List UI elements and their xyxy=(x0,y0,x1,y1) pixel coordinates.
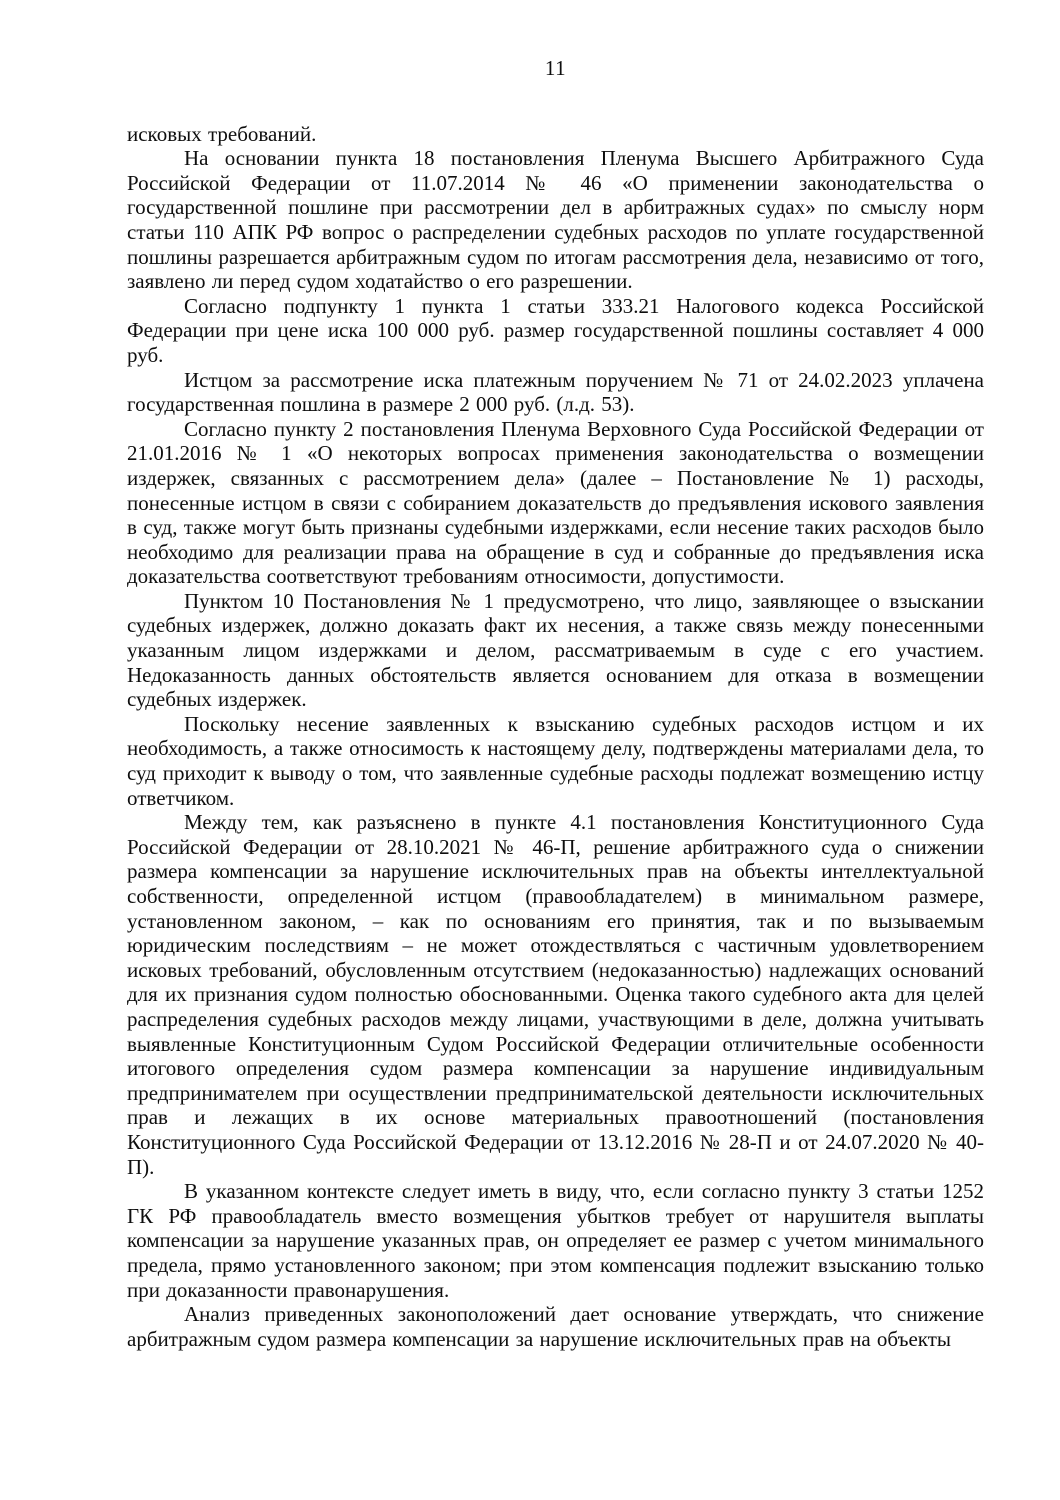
paragraph: В указанном контексте следует иметь в виду, что, если согласно пункту 3 статьи 1252 ГК РФ правообладатель вместо возмещения убытков требует от нарушителя выплаты компенсации за нарушение указанных прав, он определяет ее размер с учетом минимального предела, прямо установленного законом; при этом компенсация подлежит взысканию только при доказанности правонарушения. xyxy=(127,1179,984,1302)
paragraph: Согласно пункту 2 постановления Пленума Верховного Суда Российской Федерации от 21.01.2016 № 1 «О некоторых вопросах применения законодательства о возмещении издержек, связанных с рассмотрением дела» (далее – Постановление № 1) расходы, понесенные истцом в связи с собиранием доказательств до предъявления искового заявления в суд, также могут быть признаны судебными издержками, если несение таких расходов было необходимо для реализации права на обращение в суд и собранные до предъявления иска доказательства соответствуют требованиям относимости, допустимости. xyxy=(127,416,984,589)
page-number: 11 xyxy=(544,56,567,80)
paragraph: Согласно подпункту 1 пункта 1 статьи 333.21 Налогового кодекса Российской Федерации при цене иска 100 000 руб. размер государственной пошлины составляет 4 000 руб. xyxy=(127,293,984,367)
paragraph: На основании пункта 18 постановления Пленума Высшего Арбитражного Суда Российской Федерации от 11.07.2014 № 46 «О применении законодательства о государственной пошлине при рассмотрении дел в арбитражных судах» по смыслу норм статьи 110 АПК РФ вопрос о распределении судебных расходов по уплате государственной пошлины разрешается арбитражным судом по итогам рассмотрения дела, независимо от того, заявлено ли перед судом ходатайство о его разрешении. xyxy=(127,146,984,294)
paragraph: Анализ приведенных законоположений дает основание утверждать, что снижение арбитражным судом размера компенсации за нарушение исключительных прав на объекты xyxy=(127,1302,984,1351)
paragraph: Истцом за рассмотрение иска платежным поручением № 71 от 24.02.2023 уплачена государственная пошлина в размере 2 000 руб. (л.д. 53). xyxy=(127,367,984,417)
paragraph: Поскольку несение заявленных к взысканию судебных расходов истцом и их необходимость, а также относимость к настоящему делу, подтверждены материалами дела, то суд приходит к выводу о том, что заявленные судебные расходы подлежат возмещению истцу ответчиком. xyxy=(127,711,984,810)
paragraph: Пунктом 10 Постановления № 1 предусмотрено, что лицо, заявляющее о взыскании судебных издержек, должно доказать факт их несения, а также связь между понесенными указанным лицом издержками и делом, рассматриваемым в суде с его участием. Недоказанность данных обстоятельств является основанием для отказа в возмещении судебных издержек. xyxy=(127,588,984,712)
document-body xyxy=(127,122,984,1352)
paragraph: Между тем, как разъяснено в пункте 4.1 постановления Конституционного Суда Российской Федерации от 28.10.2021 № 46-П, решение арбитражного суда о снижении размера компенсации за нарушение исключительных прав на объекты интеллектуальной собственности, определенной истцом (правообладателем) в минимальном размере, установленном законом, – как по основаниям его принятия, так и по вызываемым юридическим последствиям – не может отождествляться с частичным удовлетворением исковых требований, обусловленным отсутствием (недоказанностью) надлежащих оснований для их признания судом полностью обоснованными. Оценка такого судебного акта для целей распределения судебных расходов между лицами, участвующими в деле, должна учитывать выявленные Конституционным Судом Российской Федерации отличительные особенности итогового определения судом размера компенсации за нарушение индивидуальным предпринимателем при осуществлении предпринимательской деятельности исключительных прав и лежащих в их основе материальных правоотношений (постановления Конституционного Суда Российской Федерации от 13.12.2016 № 28-П и от 24.07.2020 № 40-П). xyxy=(127,810,984,1179)
paragraph: исковых требований. xyxy=(127,121,317,146)
